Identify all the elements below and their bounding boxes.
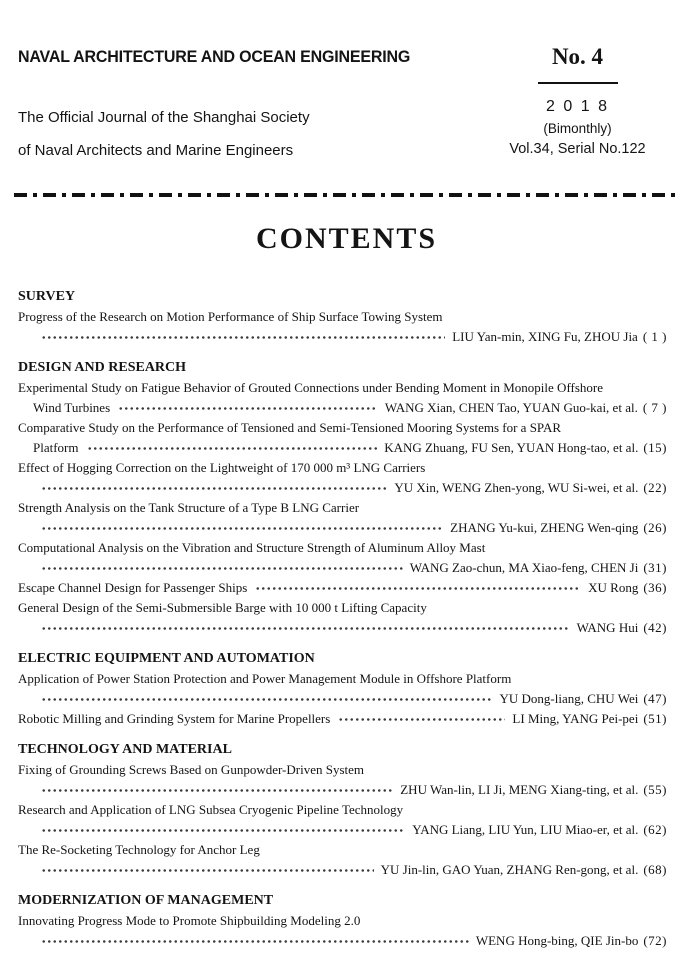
journal-subtitle-line2: of Naval Architects and Marine Engineers: [18, 142, 294, 159]
entry-page-number: (42): [643, 620, 667, 635]
entry-title: The Re-Socketing Technology for Anchor Leg: [18, 842, 260, 857]
issue-info-block: [480, 44, 675, 157]
section-heading: DESIGN AND RESEARCH: [18, 360, 187, 375]
entry-title-line: [18, 378, 667, 398]
toc-entry: [18, 578, 667, 598]
entry-authors-line: [18, 398, 667, 418]
dotted-leader: [41, 864, 374, 877]
entry-authors: XU Rong: [588, 580, 639, 595]
entry-title: Comparative Study on the Performance of Tensioned and Semi-Tensioned Mooring Systems for a SPAR: [18, 420, 562, 435]
toc-entry: [18, 418, 667, 458]
toc-entry: [18, 498, 667, 538]
entry-authors: YU Xin, WENG Zhen-yong, WU Si-wei, et al.: [394, 480, 639, 495]
entry-page-number: (22): [643, 480, 667, 495]
issue-number-underline: [538, 82, 618, 84]
entry-page-number: (36): [643, 580, 667, 595]
entry-title: Fixing of Grounding Screws Based on Gunpowder-Driven System: [18, 762, 365, 777]
entry-authors-line: [18, 327, 667, 347]
journal-title: NAVAL ARCHITECTURE AND OCEAN ENGINEERING: [18, 48, 411, 66]
entry-page-number: (26): [643, 520, 667, 535]
page-header: [0, 0, 693, 167]
dotted-leader: [41, 331, 445, 344]
entry-title-continuation: Platform: [33, 440, 79, 455]
entry-authors-line: [18, 558, 667, 578]
entry-authors-line: [18, 689, 667, 709]
entry-title: Innovating Progress Mode to Promote Shipbuilding Modeling 2.0: [18, 913, 361, 928]
entry-page-number: (55): [643, 782, 667, 797]
entry-title: Strength Analysis on the Tank Structure of a Type B LNG Carrier: [18, 500, 360, 515]
entry-title: Experimental Study on Fatigue Behavior of Grouted Connections under Bending Moment in Monopile Offshore: [18, 380, 604, 395]
entry-page-number: (68): [643, 862, 667, 877]
entry-authors: YU Dong-liang, CHU Wei: [499, 691, 639, 706]
entry-authors-line: [18, 931, 667, 951]
toc-entry: [18, 307, 667, 347]
journal-subtitle-line1: The Official Journal of the Shanghai Society: [18, 109, 310, 126]
entry-authors: YU Jin-lin, GAO Yuan, ZHANG Ren-gong, et al.: [380, 862, 639, 877]
issue-volume-serial: Vol.34, Serial No.122: [509, 141, 646, 157]
toc-entry: [18, 378, 667, 418]
entry-authors: LI Ming, YANG Pei-pei: [512, 711, 639, 726]
entry-authors-line: [18, 618, 667, 638]
entry-title: Research and Application of LNG Subsea Cryogenic Pipeline Technology: [18, 802, 404, 817]
toc-entry: [18, 598, 667, 638]
entry-title: Escape Channel Design for Passenger Ships: [18, 580, 248, 595]
entry-title: Effect of Hogging Correction on the Lightweight of 170 000 m³ LNG Carriers: [18, 460, 426, 475]
toc-entry: [18, 669, 667, 709]
section-heading: SURVEY: [18, 289, 76, 304]
dotted-leader: [41, 935, 469, 948]
toc-entry: [18, 760, 667, 800]
entry-title: Progress of the Research on Motion Performance of Ship Surface Towing System: [18, 309, 443, 324]
dotted-leader: [118, 402, 378, 415]
dotted-leader: [41, 784, 393, 797]
toc-entry: [18, 458, 667, 498]
entry-single-line: [18, 578, 667, 598]
dotted-leader: [87, 442, 378, 455]
entry-page-number: ( 7 ): [642, 400, 667, 415]
table-of-contents: [18, 287, 667, 951]
entry-title-line: [18, 307, 667, 327]
dotted-leader: [338, 713, 505, 726]
dash-dot-divider: [14, 193, 680, 197]
toc-entry: [18, 911, 667, 951]
header-left-block: [18, 44, 480, 167]
entry-authors-line: [18, 780, 667, 800]
entry-title: Computational Analysis on the Vibration and Structure Strength of Aluminum Alloy Mast: [18, 540, 486, 555]
entry-page-number: (15): [643, 440, 667, 455]
dotted-leader: [41, 622, 570, 635]
dotted-leader: [41, 693, 493, 706]
entry-page-number: (31): [643, 560, 667, 575]
entry-authors-line: [18, 820, 667, 840]
entry-authors: WENG Hong-bing, QIE Jin-bo: [475, 933, 639, 948]
section-heading: MODERNIZATION OF MANAGEMENT: [18, 893, 274, 908]
section-heading: ELECTRIC EQUIPMENT AND AUTOMATION: [18, 651, 315, 666]
toc-section-electric-equipment-and-automation: [18, 649, 667, 729]
entry-authors: LIU Yan-min, XING Fu, ZHOU Jia: [452, 329, 638, 344]
toc-section-technology-and-material: [18, 740, 667, 880]
entry-authors-line: [18, 518, 667, 538]
entry-title-line: [18, 760, 667, 780]
entry-title: Application of Power Station Protection and Power Management Module in Offshore Platform: [18, 671, 512, 686]
entry-title: Robotic Milling and Grinding System for Marine Propellers: [18, 711, 331, 726]
issue-frequency: (Bimonthly): [543, 121, 612, 136]
entry-authors: WANG Xian, CHEN Tao, YUAN Guo-kai, et al.: [384, 400, 638, 415]
dotted-leader: [41, 482, 387, 495]
dotted-leader: [41, 824, 405, 837]
entry-single-line: [18, 709, 667, 729]
entry-authors-line: [18, 478, 667, 498]
toc-entry: [18, 800, 667, 840]
toc-section-survey: [18, 287, 667, 347]
toc-entry: [18, 840, 667, 880]
entry-title-line: [18, 418, 667, 438]
entry-title-line: [18, 598, 667, 618]
section-heading: TECHNOLOGY AND MATERIAL: [18, 742, 232, 757]
entry-title-line: [18, 669, 667, 689]
entry-authors: YANG Liang, LIU Yun, LIU Miao-er, et al.: [412, 822, 639, 837]
entry-authors-line: [18, 860, 667, 880]
toc-section-design-and-research: [18, 358, 667, 638]
entry-page-number: ( 1 ): [642, 329, 667, 344]
entry-page-number: (72): [643, 933, 667, 948]
contents-title: CONTENTS: [255, 222, 438, 255]
entry-title-line: [18, 840, 667, 860]
dotted-leader: [41, 522, 443, 535]
entry-title-line: [18, 911, 667, 931]
issue-number: No. 4: [551, 44, 604, 69]
entry-title-line: [18, 538, 667, 558]
entry-page-number: (47): [643, 691, 667, 706]
entry-authors: KANG Zhuang, FU Sen, YUAN Hong-tao, et al.: [384, 440, 639, 455]
issue-year: 2 0 1 8: [546, 98, 609, 115]
dotted-leader: [41, 562, 403, 575]
dotted-leader: [255, 582, 581, 595]
entry-title-continuation: Wind Turbines: [33, 400, 111, 415]
toc-entry: [18, 709, 667, 729]
entry-title-line: [18, 458, 667, 478]
entry-title-line: [18, 498, 667, 518]
entry-authors-line: [18, 438, 667, 458]
entry-page-number: (62): [643, 822, 667, 837]
entry-authors: WANG Zao-chun, MA Xiao-feng, CHEN Ji: [409, 560, 639, 575]
entry-title: General Design of the Semi-Submersible Barge with 10 000 t Lifting Capacity: [18, 600, 427, 615]
entry-authors: ZHU Wan-lin, LI Ji, MENG Xiang-ting, et al.: [400, 782, 639, 797]
entry-authors: WANG Hui: [576, 620, 639, 635]
entry-page-number: (51): [643, 711, 667, 726]
journal-subtitle: [18, 101, 480, 167]
entry-authors: ZHANG Yu-kui, ZHENG Wen-qing: [450, 520, 639, 535]
toc-section-modernization-of-management: [18, 891, 667, 951]
toc-entry: [18, 538, 667, 578]
entry-title-line: [18, 800, 667, 820]
